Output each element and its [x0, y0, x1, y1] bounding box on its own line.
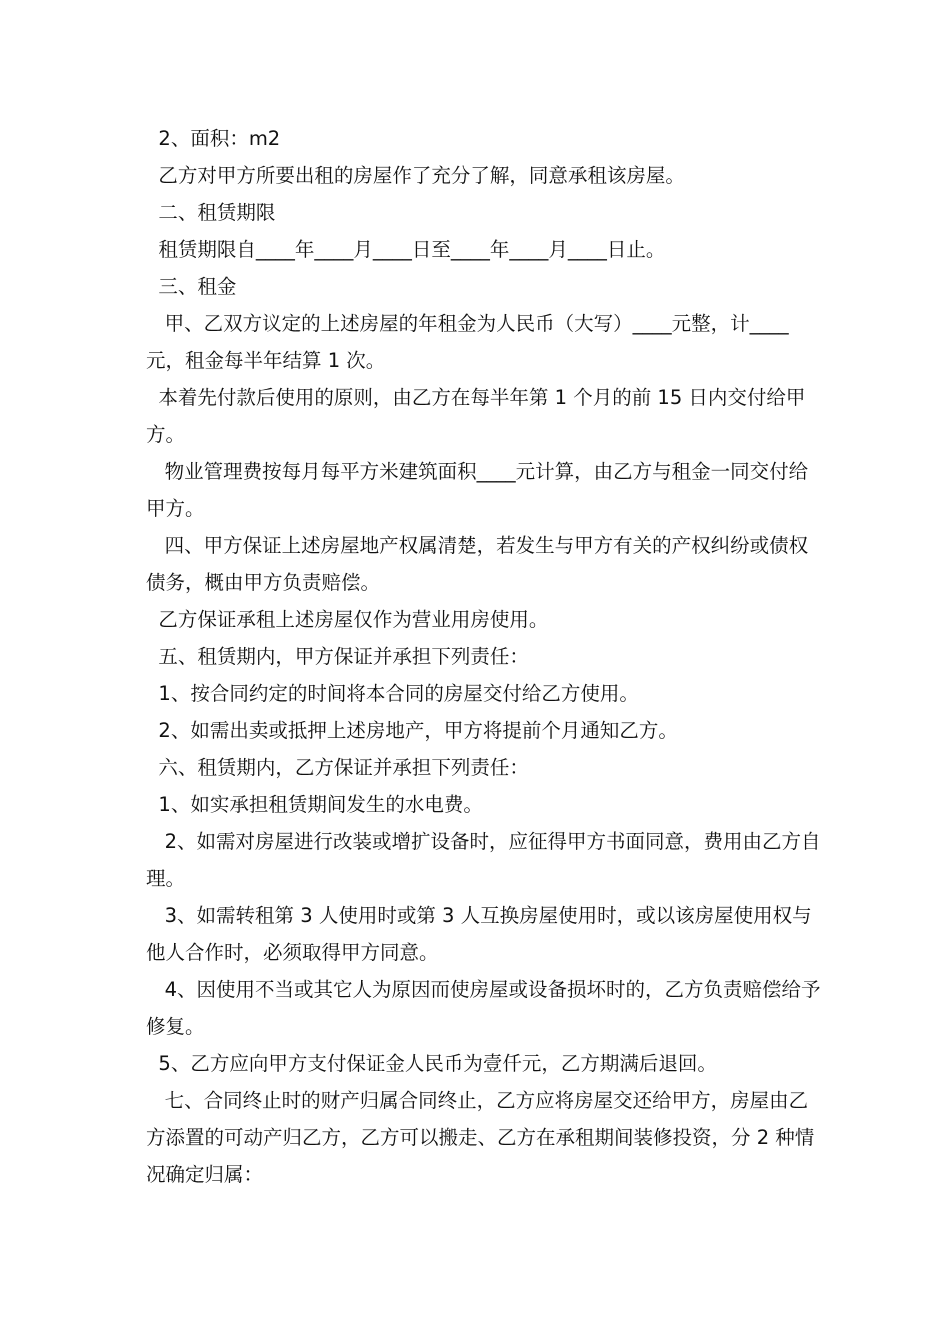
paragraph-party-a-warranty: 四、甲方保证上述房屋地产权属清楚，若发生与甲方有关的产权纠纷或债权债务，概由甲方负责赔偿。 [146, 534, 809, 594]
list-item-party-b-4: 4、因使用不当或其它人为原因而使房屋或设备损坏时的，乙方负责赔偿给予修复。 [146, 978, 821, 1038]
heading-party-a-duties: 五、租赁期内，甲方保证并承担下列责任： [146, 645, 529, 668]
paragraph-acknowledgement: 乙方对甲方所要出租的房屋作了充分了解，同意承租该房屋。 [146, 164, 685, 187]
paragraph-party-b-use: 乙方保证承租上述房屋仅作为营业用房使用。 [146, 608, 549, 631]
paragraph-area: 2、面积：m2 [146, 127, 281, 150]
paragraph-termination: 七、合同终止时的财产归属合同终止，乙方应将房屋交还给甲方，房屋由乙方添置的可动产归乙方，乙方可以搬走、乙方在承租期间装修投资，分 2 种情况确定归属： [146, 1089, 815, 1186]
paragraph-annual-rent: 甲、乙双方议定的上述房屋的年租金为人民币（大写）____元整，计____元，租金每半年结算 1 次。 [146, 312, 789, 372]
list-item-party-a-2: 2、如需出卖或抵押上述房地产，甲方将提前个月通知乙方。 [146, 719, 678, 742]
paragraph-property-fee: 物业管理费按每月每平方米建筑面积____元计算，由乙方与租金一同交付给甲方。 [146, 460, 809, 520]
list-item-party-b-2: 2、如需对房屋进行改装或增扩设备时，应征得甲方书面同意，费用由乙方自理。 [146, 830, 821, 890]
heading-party-b-duties: 六、租赁期内，乙方保证并承担下列责任： [146, 756, 529, 779]
document-body [146, 120, 826, 1193]
list-item-party-b-3: 3、如需转租第 3 人使用时或第 3 人互换房屋使用时，或以该房屋使用权与他人合作时，必须取得甲方同意。 [146, 904, 812, 964]
heading-rent: 三、租金 [146, 275, 237, 298]
list-item-party-b-1: 1、如实承担租赁期间发生的水电费。 [146, 793, 483, 816]
list-item-party-b-5: 5、乙方应向甲方支付保证金人民币为壹仟元，乙方期满后退回。 [146, 1052, 717, 1075]
list-item-party-a-1: 1、按合同约定的时间将本合同的房屋交付给乙方使用。 [146, 682, 639, 705]
paragraph-lease-term: 租赁期限自____年____月____日至____年____月____日止。 [146, 238, 666, 261]
heading-lease-term: 二、租赁期限 [146, 201, 276, 224]
paragraph-payment-principle: 本着先付款后使用的原则，由乙方在每半年第 1 个月的前 15 日内交付给甲方。 [146, 386, 806, 446]
